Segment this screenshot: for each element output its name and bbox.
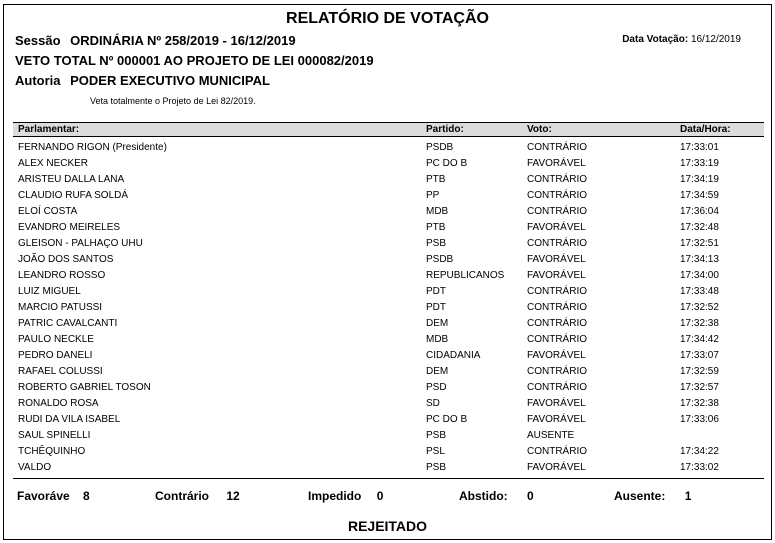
row-party: DEM	[426, 366, 449, 377]
row-time: 17:34:19	[680, 174, 719, 185]
row-party: PDT	[426, 302, 446, 313]
row-vote: CONTRÁRIO	[527, 174, 587, 185]
authorship-line	[15, 73, 270, 88]
table-row	[13, 380, 764, 396]
row-vote: CONTRÁRIO	[527, 302, 587, 313]
table-row	[13, 252, 764, 268]
row-name: ARISTEU DALLA LANA	[18, 174, 125, 185]
row-name: TCHÊQUINHO	[18, 446, 86, 457]
row-name: VALDO	[18, 462, 52, 473]
total-ausente-label: Ausente:	[614, 489, 666, 503]
row-vote: CONTRÁRIO	[527, 318, 587, 329]
total-impedido-value: 0	[376, 489, 384, 503]
row-time: 17:32:48	[680, 222, 719, 233]
row-name: ROBERTO GABRIEL TOSON	[18, 382, 151, 393]
table-row	[13, 428, 764, 444]
row-vote: FAVORÁVEL	[527, 270, 586, 281]
row-time: 17:33:02	[680, 462, 719, 473]
row-party: PSDB	[426, 142, 454, 153]
table-row	[13, 268, 764, 284]
row-name: GLEISON - PALHAÇO UHU	[18, 238, 143, 249]
session-label: Sessão	[15, 33, 61, 48]
table-row	[13, 140, 764, 156]
total-ausente-value: 1	[684, 489, 692, 503]
row-time: 17:33:01	[680, 142, 719, 153]
vote-date-label: Data Votação:	[622, 34, 689, 45]
table-row	[13, 444, 764, 460]
row-party: PSL	[426, 446, 445, 457]
table-row	[13, 348, 764, 364]
table-row	[13, 316, 764, 332]
total-impedido-label: Impedido	[308, 489, 362, 503]
row-time: 17:34:22	[680, 446, 719, 457]
table-row	[13, 364, 764, 380]
row-time: 17:34:13	[680, 254, 719, 265]
row-time: 17:32:51	[680, 238, 719, 249]
row-vote: CONTRÁRIO	[527, 334, 587, 345]
row-name: LEANDRO ROSSO	[18, 270, 106, 281]
row-name: PATRIC CAVALCANTI	[18, 318, 118, 329]
table-header	[13, 122, 764, 137]
row-party: PC DO B	[426, 414, 468, 425]
vote-result: REJEITADO	[347, 518, 428, 534]
table-row	[13, 172, 764, 188]
row-vote: CONTRÁRIO	[527, 366, 587, 377]
row-vote: CONTRÁRIO	[527, 286, 587, 297]
matter-title: VETO TOTAL Nº 000001 AO PROJETO DE LEI 000082/2019	[15, 53, 374, 68]
table-row	[13, 236, 764, 252]
table-row	[13, 284, 764, 300]
row-party: REPUBLICANOS	[426, 270, 505, 281]
authorship-label: Autoria	[15, 73, 61, 88]
row-time: 17:33:48	[680, 286, 719, 297]
table-row	[13, 188, 764, 204]
report-title: RELATÓRIO DE VOTAÇÃO	[286, 10, 489, 27]
column-header-datahora: Data/Hora:	[680, 124, 731, 135]
row-party: PSB	[426, 430, 447, 441]
total-ausente	[614, 489, 691, 503]
row-time: 17:34:42	[680, 334, 719, 345]
row-party: PSD	[426, 382, 447, 393]
column-header-partido: Partido:	[426, 124, 464, 135]
row-time: 17:34:00	[680, 270, 719, 281]
row-name: RUDI DA VILA ISABEL	[18, 414, 121, 425]
total-abstido	[459, 489, 534, 503]
total-favoravel	[17, 489, 90, 503]
row-party: CIDADANIA	[426, 350, 481, 361]
row-time: 17:32:52	[680, 302, 719, 313]
table-row	[13, 300, 764, 316]
table-row	[13, 412, 764, 428]
summary-text: Veta totalmente o Projeto de Lei 82/2019.	[90, 96, 256, 106]
table-row	[13, 156, 764, 172]
table-row	[13, 460, 764, 476]
row-party: PSB	[426, 462, 447, 473]
row-party: MDB	[426, 334, 449, 345]
row-name: ALEX NECKER	[18, 158, 89, 169]
row-time: 17:33:19	[680, 158, 719, 169]
row-vote: AUSENTE	[527, 430, 575, 441]
session-line	[15, 33, 296, 48]
row-name: LUIZ MIGUEL	[18, 286, 81, 297]
row-name: JOÃO DOS SANTOS	[18, 254, 114, 265]
row-time: 17:34:59	[680, 190, 719, 201]
vote-date	[622, 34, 741, 45]
row-vote: CONTRÁRIO	[527, 206, 587, 217]
row-party: PTB	[426, 222, 446, 233]
vote-date-value: 16/12/2019	[690, 34, 741, 45]
row-time: 17:33:06	[680, 414, 719, 425]
row-party: MDB	[426, 206, 449, 217]
table-row	[13, 220, 764, 236]
row-party: PC DO B	[426, 158, 468, 169]
session-value: ORDINÁRIA Nº 258/2019 - 16/12/2019	[70, 33, 296, 48]
total-favoravel-label: Favoráve	[17, 489, 70, 503]
row-party: PP	[426, 190, 440, 201]
row-vote: FAVORÁVEL	[527, 350, 586, 361]
row-name: SAUL SPINELLI	[18, 430, 91, 441]
row-vote: FAVORÁVEL	[527, 254, 586, 265]
row-vote: CONTRÁRIO	[527, 238, 587, 249]
row-vote: CONTRÁRIO	[527, 382, 587, 393]
row-vote: CONTRÁRIO	[527, 446, 587, 457]
row-time: 17:32:38	[680, 318, 719, 329]
row-name: CLAUDIO RUFA SOLDÁ	[18, 190, 129, 201]
row-vote: CONTRÁRIO	[527, 190, 587, 201]
row-name: ELOÍ COSTA	[18, 206, 78, 217]
total-contrario	[155, 489, 240, 503]
table-row	[13, 204, 764, 220]
row-time: 17:36:04	[680, 206, 719, 217]
total-impedido	[308, 489, 383, 503]
column-header-parlamentar: Parlamentar:	[18, 124, 80, 135]
row-party: PTB	[426, 174, 446, 185]
row-party: DEM	[426, 318, 449, 329]
row-name: PAULO NECKLE	[18, 334, 94, 345]
row-party: PDT	[426, 286, 446, 297]
table-row	[13, 332, 764, 348]
row-name: EVANDRO MEIRELES	[18, 222, 121, 233]
table-row	[13, 396, 764, 412]
total-contrario-label: Contrário	[155, 489, 209, 503]
authorship-value: PODER EXECUTIVO MUNICIPAL	[70, 73, 270, 88]
row-vote: FAVORÁVEL	[527, 462, 586, 473]
row-vote: CONTRÁRIO	[527, 142, 587, 153]
row-party: SD	[426, 398, 440, 409]
votes-table	[13, 140, 764, 476]
row-name: MARCIO PATUSSI	[18, 302, 103, 313]
total-abstido-label: Abstido:	[459, 489, 508, 503]
total-contrario-value: 12	[226, 489, 240, 503]
row-party: PSB	[426, 238, 447, 249]
row-name: FERNANDO RIGON (Presidente)	[18, 142, 167, 153]
row-time: 17:32:59	[680, 366, 719, 377]
row-name: PEDRO DANELI	[18, 350, 93, 361]
row-vote: FAVORÁVEL	[527, 222, 586, 233]
row-vote: FAVORÁVEL	[527, 398, 586, 409]
row-time: 17:33:07	[680, 350, 719, 361]
total-favoravel-value: 8	[83, 489, 90, 503]
total-abstido-value: 0	[527, 489, 534, 503]
row-time: 17:32:57	[680, 382, 719, 393]
row-vote: FAVORÁVEL	[527, 414, 586, 425]
row-vote: FAVORÁVEL	[527, 158, 586, 169]
row-party: PSDB	[426, 254, 454, 265]
row-name: RONALDO ROSA	[18, 398, 99, 409]
row-time: 17:32:38	[680, 398, 719, 409]
table-bottom-rule	[13, 478, 764, 479]
row-name: RAFAEL COLUSSI	[18, 366, 103, 377]
column-header-voto: Voto:	[527, 124, 552, 135]
